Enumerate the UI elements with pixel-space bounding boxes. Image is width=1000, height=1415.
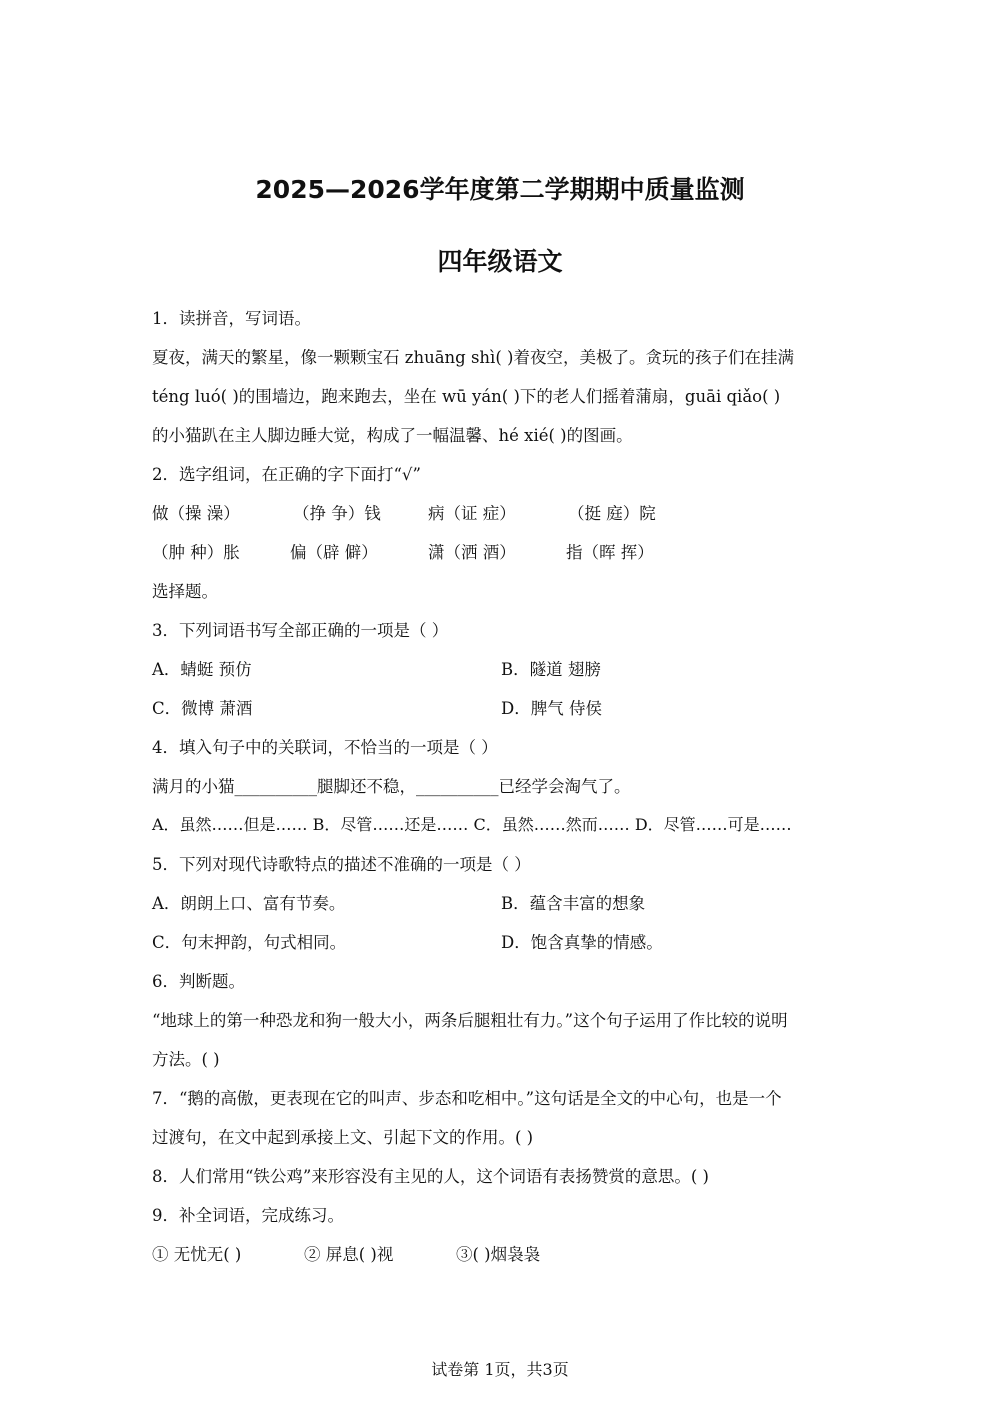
q5-option-c: C．句末押韵，句式相同。 <box>152 933 347 952</box>
q2-prompt: 2．选字组词，在正确的字下面打“√” <box>152 465 421 484</box>
q2-choice: 病（证 症） <box>428 504 516 523</box>
q3-prompt: 3．下列词语书写全部正确的一项是（ ） <box>152 621 449 640</box>
q5-prompt: 5．下列对现代诗歌特点的描述不准确的一项是（ ） <box>152 855 531 874</box>
q1-line-2: téng luó( )的围墙边，跑来跑去，坐在 wū yán( )下的老人们摇着蒲扇，guāi qiǎo( ) <box>152 387 781 406</box>
q2-choice: 偏（辟 僻） <box>290 543 378 562</box>
q3-option-a: A．蜻蜓 预仿 <box>152 660 252 679</box>
q9-prompt: 9．补全词语，完成练习。 <box>152 1206 344 1225</box>
q2-choice: （挣 争）钱 <box>293 504 381 523</box>
q6-prompt: 6．判断题。 <box>152 972 245 991</box>
q5-option-d: D．饱含真挚的情感。 <box>501 933 663 952</box>
q2-choice: 指（晖 挥） <box>566 543 654 562</box>
q6-line-1: “地球上的第一种恐龙和狗一般大小，两条后腿粗壮有力。”这个句子运用了作比较的说明 <box>152 1011 788 1030</box>
q5-option-a: A．朗朗上口、富有节奏。 <box>152 894 346 913</box>
page-number: 试卷第 1页，共3页 <box>431 1360 569 1379</box>
q9-item-2: ② 屏息( )视 <box>304 1245 394 1264</box>
q2-choice: （挺 庭）院 <box>568 504 656 523</box>
q1-prompt: 1．读拼音，写词语。 <box>152 309 311 328</box>
q4-sentence: 满月的小猫__________腿脚还不稳，__________已经学会淘气了。 <box>152 777 631 796</box>
q3-option-d: D．脾气 侍侯 <box>501 699 602 718</box>
q4-options: A．虽然……但是…… B．尽管……还是…… C．虽然……然而…… D．尽管……可是…… <box>152 815 792 834</box>
q9-item-3: ③( )烟袅袅 <box>456 1245 541 1264</box>
q2-choice: 潇（洒 酒） <box>428 543 516 562</box>
exam-subtitle: 四年级语文 <box>437 247 563 276</box>
q6-line-2: 方法。( ) <box>152 1050 220 1069</box>
q2-choice: （肿 种）胀 <box>152 543 240 562</box>
q8-line: 8．人们常用“铁公鸡”来形容没有主见的人，这个词语有表扬赞赏的意思。( ) <box>152 1167 709 1186</box>
q5-option-b: B．蕴含丰富的想象 <box>501 894 646 913</box>
q7-line-2: 过渡句，在文中起到承接上文、引起下文的作用。( ) <box>152 1128 534 1147</box>
q4-prompt: 4．填入句子中的关联词，不恰当的一项是（ ） <box>152 738 498 757</box>
q1-line-3: 的小猫趴在主人脚边睡大觉，构成了一幅温馨、hé xié( )的图画。 <box>152 426 633 445</box>
q9-item-1: ① 无忧无( ) <box>152 1245 242 1264</box>
q2-choice: 做（操 澡） <box>152 504 240 523</box>
q3-option-c: C．微博 萧酒 <box>152 699 253 718</box>
section-label: 选择题。 <box>152 582 218 601</box>
exam-title: 2025—2026学年度第二学期期中质量监测 <box>255 175 745 204</box>
q1-line-1: 夏夜，满天的繁星，像一颗颗宝石 zhuāng shì( )着夜空，美极了。贪玩的孩子们在挂满 <box>152 348 794 367</box>
q3-option-b: B．隧道 翅膀 <box>501 660 601 679</box>
q7-line-1: 7．“鹅的高傲，更表现在它的叫声、步态和吃相中。”这句话是全文的中心句，也是一个 <box>152 1089 782 1108</box>
